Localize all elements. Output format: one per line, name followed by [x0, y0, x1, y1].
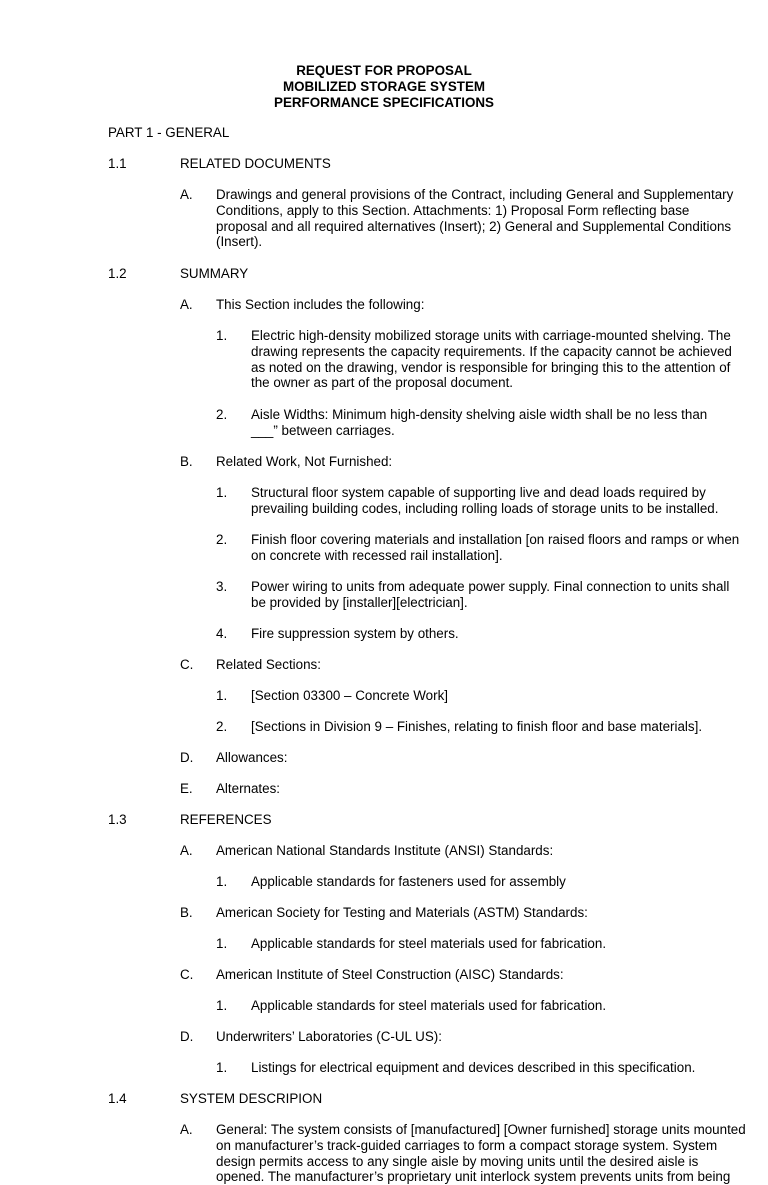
item-label: A.	[180, 297, 193, 312]
subitem-number: 1.	[216, 485, 228, 500]
subitem-number: 1.	[216, 998, 228, 1013]
subitem-number: 2.	[216, 719, 228, 734]
section-title-1-1: RELATED DOCUMENTS	[180, 156, 331, 171]
subitem-text: Aisle Widths: Minimum high-density shelving aisle width shall be no less than ___” between carriages.	[251, 407, 708, 438]
item-text: Related Sections:	[216, 657, 321, 672]
item-text: Alternates:	[216, 781, 281, 796]
item-label: E.	[180, 781, 193, 796]
doc-title-line-1: REQUEST FOR PROPOSAL	[296, 63, 472, 78]
subitem-number: 2.	[216, 532, 228, 547]
subitem-number: 1.	[216, 688, 228, 703]
subitem-text: Applicable standards for fasteners used for assembly	[251, 874, 566, 889]
section-number-1-4: 1.4	[108, 1091, 127, 1106]
item-label: D.	[180, 1029, 194, 1044]
item-label: D.	[180, 750, 194, 765]
item-text: Allowances:	[216, 750, 288, 765]
item-text: Related Work, Not Furnished:	[216, 454, 393, 469]
subitem-text: Applicable standards for steel materials used for fabrication.	[251, 936, 607, 951]
item-text: American Society for Testing and Materials (ASTM) Standards:	[216, 905, 588, 920]
item-label: C.	[180, 967, 194, 982]
subitem-text: [Sections in Division 9 – Finishes, relating to finish floor and base materials].	[251, 719, 703, 734]
subitem-number: 1.	[216, 1060, 228, 1075]
section-number-1-3: 1.3	[108, 812, 127, 827]
subitem-number: 1.	[216, 874, 228, 889]
subitem-text: Fire suppression system by others.	[251, 626, 459, 641]
subitem-text: Structural floor system capable of supporting live and dead loads required by prevailing building codes, including rolling loads of storage units to be installed.	[251, 485, 719, 516]
item-label: A.	[180, 187, 193, 202]
item-text: This Section includes the following:	[216, 297, 425, 312]
subitem-text: Electric high-density mobilized storage units with carriage-mounted shelving. The drawing represents the capacity requirements. If the capacity cannot be achieved as noted on the drawing, vendor is responsible for bringing this to the attention of the owner as part of the proposal document.	[251, 328, 732, 391]
section-number-1-2: 1.2	[108, 266, 127, 281]
item-text: American Institute of Steel Construction (AISC) Standards:	[216, 967, 564, 982]
section-title-1-2: SUMMARY	[180, 266, 249, 281]
item-text: American National Standards Institute (ANSI) Standards:	[216, 843, 554, 858]
subitem-number: 1.	[216, 936, 228, 951]
subitem-text: Listings for electrical equipment and devices described in this specification.	[251, 1060, 696, 1075]
subitem-text: Applicable standards for steel materials used for fabrication.	[251, 998, 607, 1013]
item-label: B.	[180, 454, 193, 469]
section-title-1-4: SYSTEM DESCRIPION	[180, 1091, 323, 1106]
section-number-1-1: 1.1	[108, 156, 127, 171]
subitem-number: 2.	[216, 407, 228, 422]
item-text: Underwriters’ Laboratories (C-UL US):	[216, 1029, 442, 1044]
subitem-number: 3.	[216, 579, 228, 594]
item-label: B.	[180, 905, 193, 920]
section-title-1-3: REFERENCES	[180, 812, 272, 827]
doc-title-line-2: MOBILIZED STORAGE SYSTEM	[282, 79, 486, 94]
item-label: A.	[180, 843, 193, 858]
paragraph-text: General: The system consists of [manufactured] [Owner furnished] storage units mounted on manufacturer’s track-guided carriages to form a compact storage system. System design permits access to any single aisle by moving units until the desired aisle is opened. The manufacturer’s proprietary unit interlock system prevents units from being	[216, 1122, 746, 1185]
subitem-text: Finish floor covering materials and installation [on raised floors and ramps or when on concrete with recessed rail installation].	[251, 532, 740, 563]
item-label: A.	[180, 1122, 193, 1137]
paragraph-text: Drawings and general provisions of the Contract, including General and Supplementary Conditions, apply to this Section. Attachments: 1) Proposal Form reflecting base proposal and all required alternatives (Insert); 2) General and Supplemental Conditions (Insert).	[216, 187, 734, 250]
doc-title-line-3: PERFORMANCE SPECIFICATIONS	[274, 95, 494, 110]
subitem-number: 1.	[216, 328, 228, 343]
item-label: C.	[180, 657, 194, 672]
part-heading: PART 1 - GENERAL	[108, 125, 230, 140]
subitem-text: Power wiring to units from adequate power supply. Final connection to units shall be provided by [installer][electrician].	[251, 579, 730, 610]
subitem-text: [Section 03300 – Concrete Work]	[251, 688, 449, 703]
subitem-number: 4.	[216, 626, 228, 641]
